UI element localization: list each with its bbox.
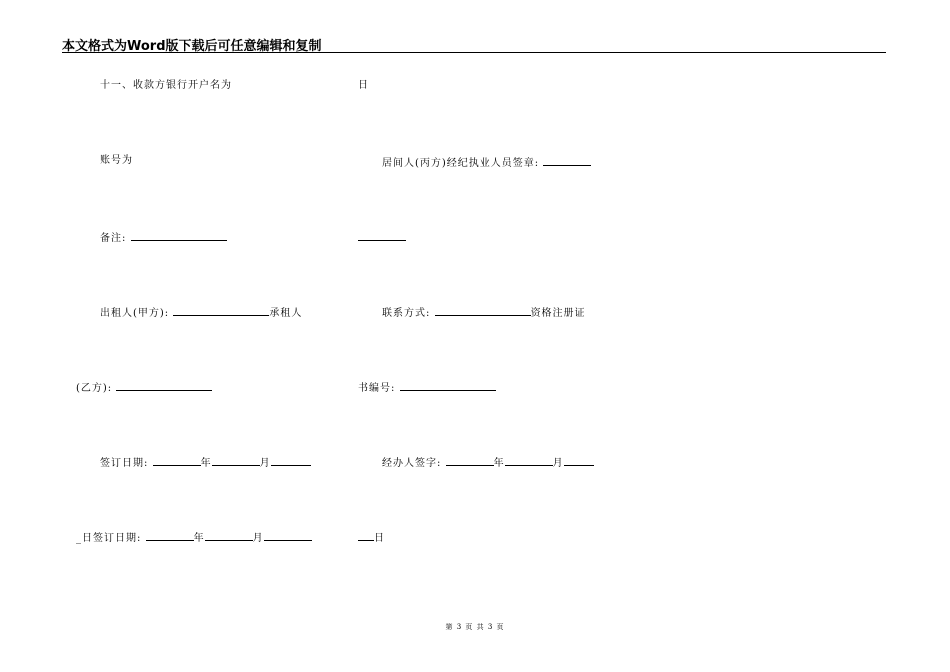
agent-month-label: 月 [552, 458, 564, 469]
agent-day-line [358, 530, 385, 545]
sign-date-label: 签订日期: [100, 458, 149, 469]
broker-continuation-blank [358, 230, 406, 241]
month-label-2: 月 [252, 533, 264, 544]
day-blank-2 [264, 530, 312, 541]
broker-signature-label: 居间人(丙方)经纪执业人员签章: [382, 158, 540, 169]
year-label: 年 [200, 458, 212, 469]
broker-signature-blank [543, 155, 591, 166]
sign-date-label-2: _日签订日期: [76, 533, 142, 544]
cert-number-blank [400, 380, 496, 391]
contact-blank [435, 305, 531, 316]
remarks-line [100, 230, 227, 245]
party-b-label: (乙方): [76, 383, 113, 394]
page-footer: 第 3 页 共 3 页 [445, 623, 505, 631]
lessee-line [76, 380, 212, 395]
header-divider [62, 52, 886, 53]
month-label: 月 [259, 458, 271, 469]
month-blank-2 [205, 530, 253, 541]
year-label-2: 年 [193, 533, 205, 544]
day-line [358, 80, 369, 92]
remarks-label: 备注: [100, 233, 127, 244]
bank-account-name-label: 十一、收款方银行开户名为 [100, 80, 232, 91]
year-blank-2 [146, 530, 194, 541]
lessor-label: 出租人(甲方): [100, 308, 170, 319]
broker-signature-line [382, 155, 591, 170]
document-header-title: 本文格式为Word版下载后可任意编辑和复制 [62, 39, 322, 54]
lessor-blank [173, 305, 269, 316]
agent-day-blank [564, 455, 594, 466]
party-b-blank [116, 380, 212, 391]
cert-number-line [358, 380, 496, 395]
agent-year-label: 年 [493, 458, 505, 469]
cert-number-label: 书编号: [358, 383, 396, 394]
contact-label: 联系方式: [382, 308, 431, 319]
sign-date-line [100, 455, 311, 470]
agent-signature-line [382, 455, 594, 470]
agent-day-label: 日 [374, 533, 385, 544]
remarks-blank [131, 230, 227, 241]
account-number-label: 账号为 [100, 155, 133, 166]
agent-month-blank [505, 455, 553, 466]
year-blank [153, 455, 201, 466]
bank-account-name-line [100, 80, 232, 92]
lessee-label: 承租人 [269, 308, 303, 319]
day-label: 日 [358, 80, 369, 91]
month-blank [212, 455, 260, 466]
agent-year-blank [446, 455, 494, 466]
agent-day-blank-2 [358, 530, 374, 541]
day-blank [271, 455, 311, 466]
agent-signature-label: 经办人签字: [382, 458, 442, 469]
lessor-line [100, 305, 302, 320]
contact-line [382, 305, 586, 320]
account-number-line [100, 155, 133, 167]
sign-date-line-2 [76, 530, 312, 545]
broker-continuation-line [358, 230, 406, 245]
qualification-cert-label: 资格注册证 [530, 308, 586, 319]
